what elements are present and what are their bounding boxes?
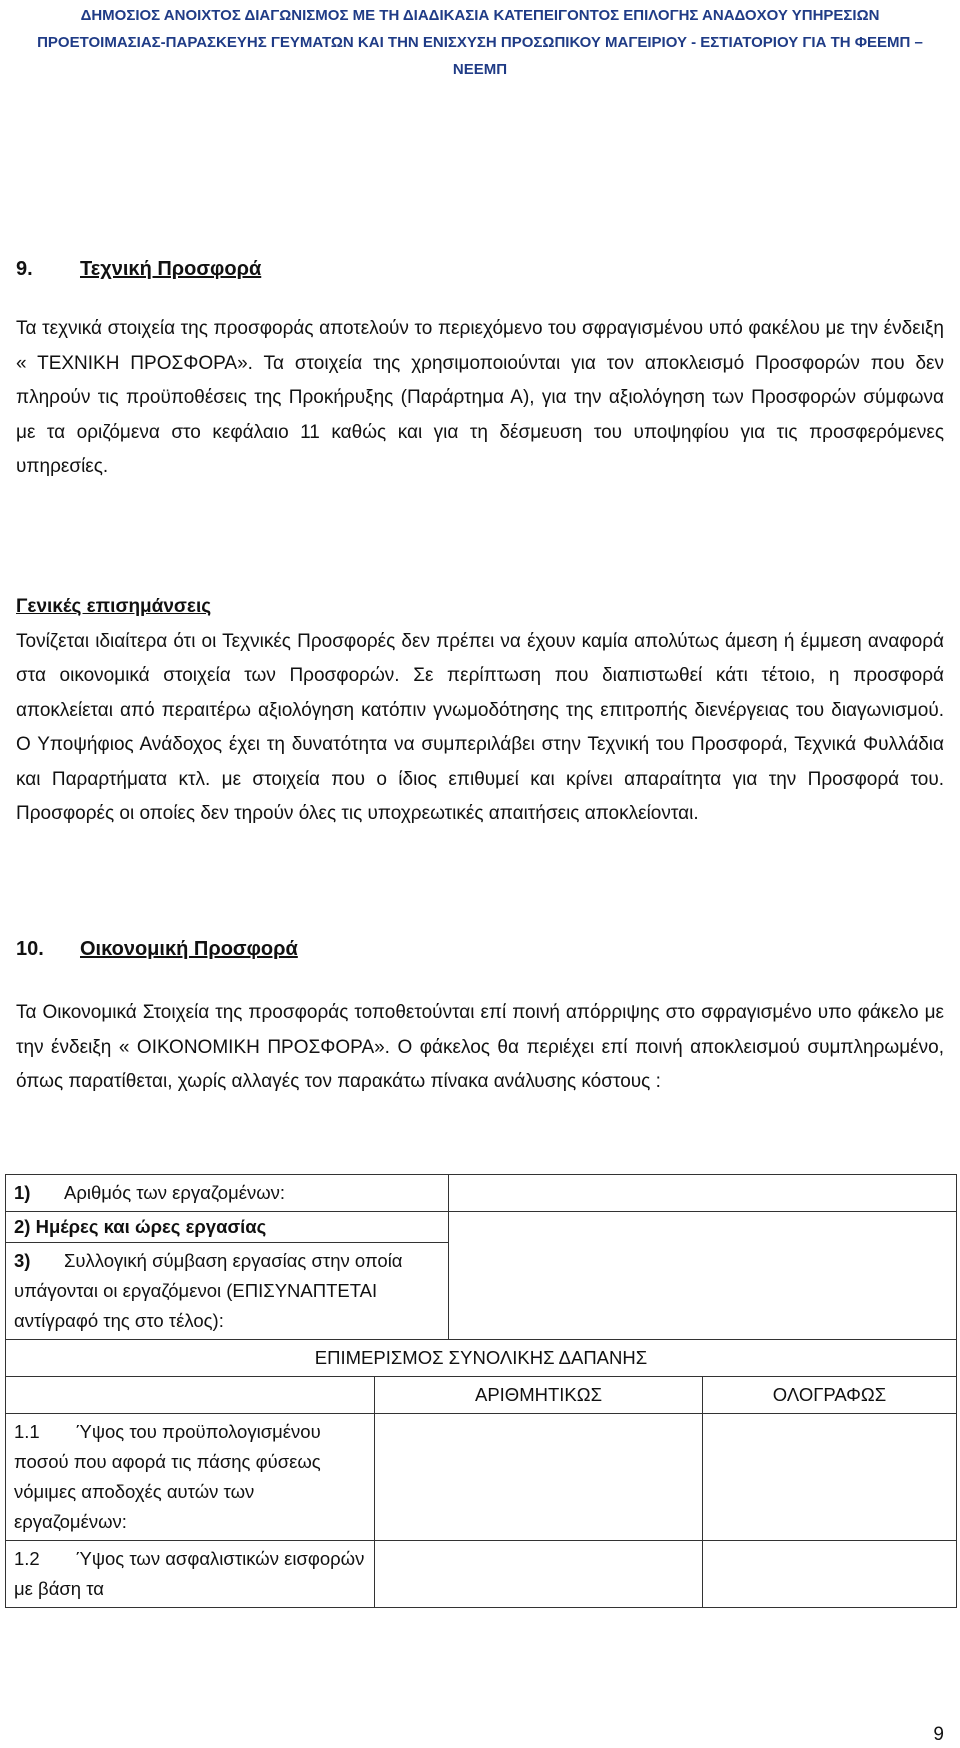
work-days-hours-label-cell: 2) Ημέρες και ώρες εργασίας bbox=[6, 1212, 449, 1243]
work-days-hours-value-cell[interactable] bbox=[449, 1212, 957, 1340]
row-1-index: 1) bbox=[14, 1182, 31, 1203]
general-remarks-heading: Γενικές επισημάνσεις bbox=[16, 596, 212, 617]
header-line-1: ΔΗΜΟΣΙΟΣ ΑΝΟΙΧΤΟΣ ΔΙΑΓΩΝΙΣΜΟΣ ΜΕ ΤΗ ΔΙΑΔΙΚΑΣΙΑ ΚΑΤΕΠΕΙΓΟΝΤΟΣ ΕΠΙΛΟΓΗΣ ΑΝΑΔΟΧΟΥ ΥΠΗΡΕΣΙΩΝ bbox=[80, 7, 880, 24]
table-row bbox=[6, 1541, 957, 1608]
header-line-2: ΠΡΟΕΤΟΙΜΑΣΙΑΣ-ΠΑΡΑΣΚΕΥΗΣ ΓΕΥΜΑΤΩΝ ΚΑΙ ΤΗΝ ΕΝΙΣΧΥΣΗ ΠΡΟΣΩΠΙΚΟΥ ΜΑΓΕΙΡΙΟΥ - ΕΣΤΙΑΤΟΡΙΟΥ ΓΙΑ ΤΗ ΦΕΕΜΠ – bbox=[37, 34, 923, 51]
section-9-paragraph: Τα τεχνικά στοιχεία της προσφοράς αποτελούν το περιεχόμενο του σφραγισμένου υπό φακέλου με την ένδειξη « ΤΕΧΝΙΚΗ ΠΡΟΣΦΟΡΑ». Τα στοιχεία της χρησιμοποιούνται για τον αποκλεισμό Προσφορών που δεν πληρούν τις προϋποθέσεις της Προκήρυξης (Παράρτημα Α), για την αξιολόγηση των Προσφορών σύμφωνα με τα οριζόμενα στο κεφάλαιο 11 καθώς και για τη δέσμευση του υποψηφίου για τις προσφερόμενες υπηρεσίες. bbox=[16, 318, 944, 477]
item-1-2-index: 1.2 bbox=[14, 1548, 40, 1569]
item-1-2-numeric-cell[interactable] bbox=[375, 1541, 703, 1608]
table-row bbox=[6, 1414, 957, 1541]
workers-count-label-cell bbox=[6, 1175, 449, 1212]
general-remarks-block bbox=[16, 590, 944, 832]
table-row bbox=[6, 1340, 957, 1377]
item-1-2-words-cell[interactable] bbox=[703, 1541, 957, 1608]
item-1-1-index: 1.1 bbox=[14, 1421, 40, 1442]
table-row bbox=[6, 1175, 957, 1212]
section-9-heading: Τεχνική Προσφορά bbox=[80, 258, 262, 280]
header-line-3: ΝΕΕΜΠ bbox=[452, 61, 508, 78]
section-10-number: 10. bbox=[16, 938, 44, 960]
words-column-header: ΟΛΟΓΡΑΦΩΣ bbox=[703, 1377, 957, 1414]
section-9-number: 9. bbox=[16, 258, 33, 280]
numeric-column-header: ΑΡΙΘΜΗΤΙΚΩΣ bbox=[375, 1377, 703, 1414]
row-3-index: 3) bbox=[14, 1250, 31, 1271]
row-3-label: Συλλογική σύμβαση εργασίας στην οποία υπάγονται οι εργαζόμενοι (ΕΠΙΣΥΝΑΠΤΕΤΑΙ αντίγραφό της στο τέλος): bbox=[14, 1250, 403, 1331]
collective-agreement-label-cell bbox=[6, 1243, 449, 1340]
workers-count-value-cell[interactable] bbox=[449, 1175, 957, 1212]
item-1-2-label-cell bbox=[6, 1541, 375, 1608]
table-row bbox=[6, 1377, 957, 1414]
empty-header-cell bbox=[6, 1377, 375, 1414]
item-1-1-label-cell bbox=[6, 1414, 375, 1541]
allocation-header-cell: ΕΠΙΜΕΡΙΣΜΟΣ ΣΥΝΟΛΙΚΗΣ ΔΑΠΑΝΗΣ bbox=[6, 1340, 957, 1377]
item-1-1-numeric-cell[interactable] bbox=[375, 1414, 703, 1541]
general-remarks-text: Τονίζεται ιδιαίτερα ότι οι Τεχνικές Προσφορές δεν πρέπει να έχουν καμία απολύτως άμεση ή έμμεση αναφορά στα οικονομικά στοιχεία των Προσφορών. Σε περίπτωση που διαπιστωθεί κάτι τέτοιο, η προσφορά αποκλείεται από περαιτέρω αξιολόγηση κατόπιν γνωμοδότησης της επιτροπής διενέργειας του διαγωνισμού. Ο Υποψήφιος Ανάδοχος έχει τη δυνατότητα να συμπεριλάβει στην Τεχνική του Προσφορά, Τεχνικά Φυλλάδια και Παραρτήματα κτλ. με στοιχεία που ο ίδιος επιθυμεί και κρίνει απαραίτητα για την Προσφορά του. Προσφορές οι οποίες δεν τηρούν όλες τις υποχρεωτικές απαιτήσεις αποκλείονται. bbox=[16, 630, 944, 824]
cost-analysis-table bbox=[5, 1174, 957, 1608]
table-row bbox=[6, 1212, 957, 1243]
item-1-2-label: Ύψος των ασφαλιστικών εισφορών με βάση τα bbox=[14, 1548, 365, 1599]
item-1-1-words-cell[interactable] bbox=[703, 1414, 957, 1541]
document-header bbox=[20, 2, 940, 83]
page-number: 9 bbox=[933, 1724, 944, 1745]
section-9-title bbox=[16, 258, 261, 281]
row-1-label: Αριθμός των εργαζομένων: bbox=[64, 1182, 286, 1203]
item-1-1-label: Ύψος του προϋπολογισμένου ποσού που αφορά τις πάσης φύσεως νόμιμες αποδοχές αυτών των εργαζομένων: bbox=[14, 1421, 321, 1532]
section-10-heading: Οικονομική Προσφορά bbox=[80, 938, 298, 960]
section-10-title bbox=[16, 938, 298, 961]
section-10-paragraph: Τα Οικονομικά Στοιχεία της προσφοράς τοποθετούνται επί ποινή απόρριψης στο σφραγισμένο υπο φάκελο με την ένδειξη « ΟΙΚΟΝΟΜΙΚΗ ΠΡΟΣΦΟΡΑ». Ο φάκελος θα περιέχει επί ποινή αποκλεισμού συμπληρωμένο, όπως παρατίθεται, χωρίς αλλαγές τον παρακάτω πίνακα ανάλυσης κόστους : bbox=[16, 1002, 944, 1092]
